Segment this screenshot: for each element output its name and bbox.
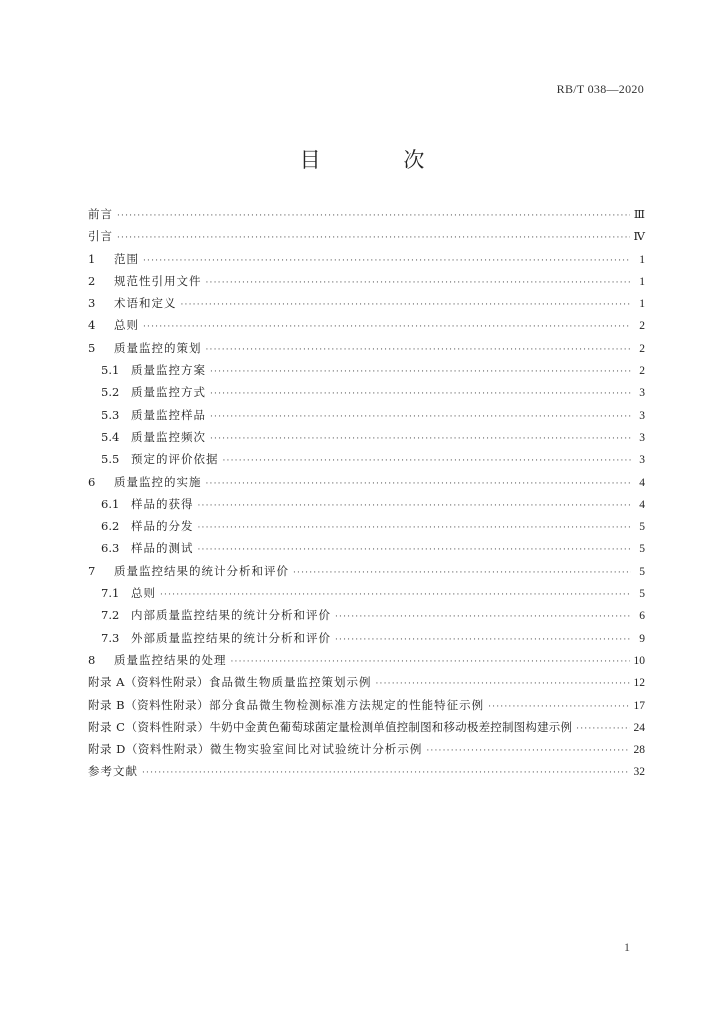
toc-entry-number: 5.2	[101, 385, 120, 400]
toc-entry-text: 部分食品微生物检测标准方法规定的性能特征示例	[209, 697, 485, 712]
toc-entry-number: 5.1	[101, 363, 120, 378]
toc-entry-text: 质量监控的实施	[114, 474, 202, 489]
toc-page-number: Ⅲ	[633, 209, 645, 221]
toc-entry-5[interactable]	[88, 337, 645, 359]
toc-leader-dots	[206, 473, 632, 495]
toc-page-number: 3	[639, 454, 645, 467]
toc-entry-number: 5.3	[101, 407, 120, 422]
toc-page-number: 5	[639, 565, 645, 578]
toc-page-number: 5	[639, 521, 645, 534]
toc-entry-number: 5.4	[101, 429, 120, 444]
toc-leader-dots	[206, 272, 632, 294]
toc-entry-number: 6.1	[101, 496, 120, 511]
toc-entry-7-3[interactable]	[88, 627, 645, 649]
toc-page-number: 9	[639, 632, 645, 645]
toc-leader-dots	[576, 718, 629, 740]
toc-page-number: 3	[639, 431, 645, 444]
toc-leader-dots	[223, 450, 632, 472]
toc-entry-number: 7	[88, 563, 96, 578]
toc-entry-text: 质量监控频次	[131, 429, 206, 444]
toc-entry-6-3[interactable]	[88, 537, 645, 559]
toc-leader-dots	[335, 629, 631, 651]
toc-leader-dots	[210, 406, 631, 428]
toc-entry-text: 总则	[131, 586, 156, 601]
toc-entry-5-5[interactable]	[88, 448, 645, 470]
toc-page-number: 32	[633, 766, 645, 779]
toc-entry-text: 参考文献	[88, 764, 138, 779]
toc-leader-dots	[160, 584, 631, 606]
appendix-label: 附录 D（资料性附录）	[88, 742, 210, 757]
toc-entry-6-2[interactable]	[88, 515, 645, 537]
toc-entry-text: 引言	[88, 229, 113, 244]
toc-entry-7[interactable]	[88, 560, 645, 582]
toc-entry-foreword[interactable]	[88, 203, 645, 225]
appendix-label: 附录 C（资料性附录）	[88, 719, 210, 734]
toc-entry-number: 6	[88, 474, 96, 489]
page-number: 1	[624, 940, 630, 954]
toc-entry-7-1[interactable]	[88, 582, 645, 604]
toc-leader-dots	[210, 428, 631, 450]
toc-entry-text: 牛奶中金黄色葡萄球菌定量检测单值控制图和移动极差控制图构建示例	[209, 719, 573, 734]
toc-page-number: 3	[639, 387, 645, 400]
toc-page-number: 17	[633, 699, 645, 712]
toc-entry-number: 1	[88, 251, 96, 266]
toc-page-number: 3	[639, 409, 645, 422]
toc-page-number: 6	[639, 610, 645, 623]
toc-page-number: 2	[639, 342, 645, 355]
document-code: RB/T 038—2020	[556, 82, 644, 96]
toc-entry-text: 外部质量监控结果的统计分析和评价	[131, 630, 331, 645]
toc-entry-2[interactable]	[88, 270, 645, 292]
toc-entry-text: 样品的测试	[131, 541, 194, 556]
toc-entry-8[interactable]	[88, 649, 645, 671]
toc-entry-3[interactable]	[88, 292, 645, 314]
toc-page-number: 1	[639, 298, 645, 311]
toc-leader-dots	[335, 606, 631, 628]
toc-page-number: 1	[639, 275, 645, 288]
toc-leader-dots	[293, 562, 631, 584]
toc-entry-4[interactable]	[88, 314, 645, 336]
toc-entry-number: 7.1	[101, 586, 120, 601]
toc-page-number: 12	[633, 677, 645, 690]
toc-entry-text: 规范性引用文件	[114, 273, 202, 288]
toc-page-number: 5	[639, 588, 645, 601]
toc-entry-5-2[interactable]	[88, 381, 645, 403]
toc-entry-references[interactable]	[88, 760, 645, 782]
toc-leader-dots	[143, 250, 631, 272]
toc-entry-7-2[interactable]	[88, 604, 645, 626]
toc-leader-dots	[198, 517, 632, 539]
toc-leader-dots	[142, 762, 630, 784]
toc-entry-text: 预定的评价依据	[131, 452, 219, 467]
toc-page-number: 28	[633, 744, 645, 757]
toc-entry-number: 4	[88, 318, 96, 333]
toc-entry-introduction[interactable]	[88, 225, 645, 247]
toc-leader-dots	[488, 696, 629, 718]
toc-entry-text: 内部质量监控结果的统计分析和评价	[131, 608, 331, 623]
toc-leader-dots	[117, 227, 630, 249]
toc-page-number: 4	[639, 476, 645, 489]
toc-leader-dots	[375, 673, 629, 695]
toc-leader-dots	[426, 740, 629, 762]
toc-entry-number: 5	[88, 340, 96, 355]
toc-leader-dots	[231, 651, 630, 673]
toc-entry-appendix-d[interactable]	[88, 738, 645, 760]
toc-entry-number: 5.5	[101, 452, 120, 467]
toc-entry-text: 样品的分发	[131, 519, 194, 534]
toc-leader-dots	[198, 495, 632, 517]
toc-entry-1[interactable]	[88, 248, 645, 270]
toc-entry-text: 微生物实验室间比对试验统计分析示例	[209, 742, 423, 757]
toc-page-number: 24	[633, 721, 645, 734]
toc-entry-text: 术语和定义	[114, 296, 177, 311]
toc-page-number: Ⅳ	[633, 231, 645, 244]
toc-entry-6[interactable]	[88, 471, 645, 493]
toc-entry-text: 前言	[88, 207, 113, 221]
toc-entry-6-1[interactable]	[88, 493, 645, 515]
toc-entry-number: 8	[88, 652, 96, 667]
toc-entry-number: 6.2	[101, 519, 120, 534]
toc-entry-appendix-a[interactable]	[88, 671, 645, 693]
toc-entry-text: 食品微生物质量监控策划示例	[208, 675, 372, 690]
toc-entry-number: 2	[88, 273, 96, 288]
toc-page-number: 5	[639, 543, 645, 556]
toc-entry-number: 7.2	[101, 608, 120, 623]
toc-page-number: 2	[639, 365, 645, 378]
toc-entry-text: 质量监控方式	[131, 385, 206, 400]
toc-entry-text: 总则	[114, 318, 139, 333]
toc-leader-dots	[198, 539, 632, 561]
appendix-label: 附录 A（资料性附录）	[88, 675, 209, 690]
table-of-contents	[88, 203, 645, 783]
toc-entry-text: 样品的获得	[131, 496, 194, 511]
toc-entry-5-1[interactable]	[88, 359, 645, 381]
toc-entry-number: 7.3	[101, 630, 120, 645]
toc-entry-text: 质量监控样品	[131, 407, 206, 422]
toc-entry-number: 3	[88, 296, 96, 311]
toc-page-number: 4	[639, 498, 645, 511]
toc-entry-text: 质量监控结果的处理	[114, 652, 227, 667]
toc-entry-text: 质量监控方案	[131, 363, 206, 378]
toc-entry-5-4[interactable]	[88, 426, 645, 448]
toc-entry-number: 6.3	[101, 541, 120, 556]
toc-entry-appendix-b[interactable]	[88, 694, 645, 716]
toc-entry-text: 质量监控结果的统计分析和评价	[114, 563, 289, 578]
toc-entry-text: 质量监控的策划	[114, 340, 202, 355]
toc-leader-dots	[181, 294, 632, 316]
toc-entry-appendix-c[interactable]	[88, 716, 645, 738]
toc-entry-5-3[interactable]	[88, 404, 645, 426]
page-title: 目 次	[299, 148, 463, 172]
toc-page-number: 10	[633, 654, 645, 667]
toc-entry-text: 范围	[114, 251, 139, 266]
toc-page-number: 1	[639, 253, 645, 266]
toc-leader-dots	[206, 339, 632, 361]
toc-leader-dots	[143, 316, 631, 338]
toc-leader-dots	[210, 361, 631, 383]
appendix-label: 附录 B（资料性附录）	[88, 697, 210, 712]
toc-leader-dots	[117, 205, 630, 227]
toc-page-number: 2	[639, 320, 645, 333]
toc-leader-dots	[210, 383, 631, 405]
